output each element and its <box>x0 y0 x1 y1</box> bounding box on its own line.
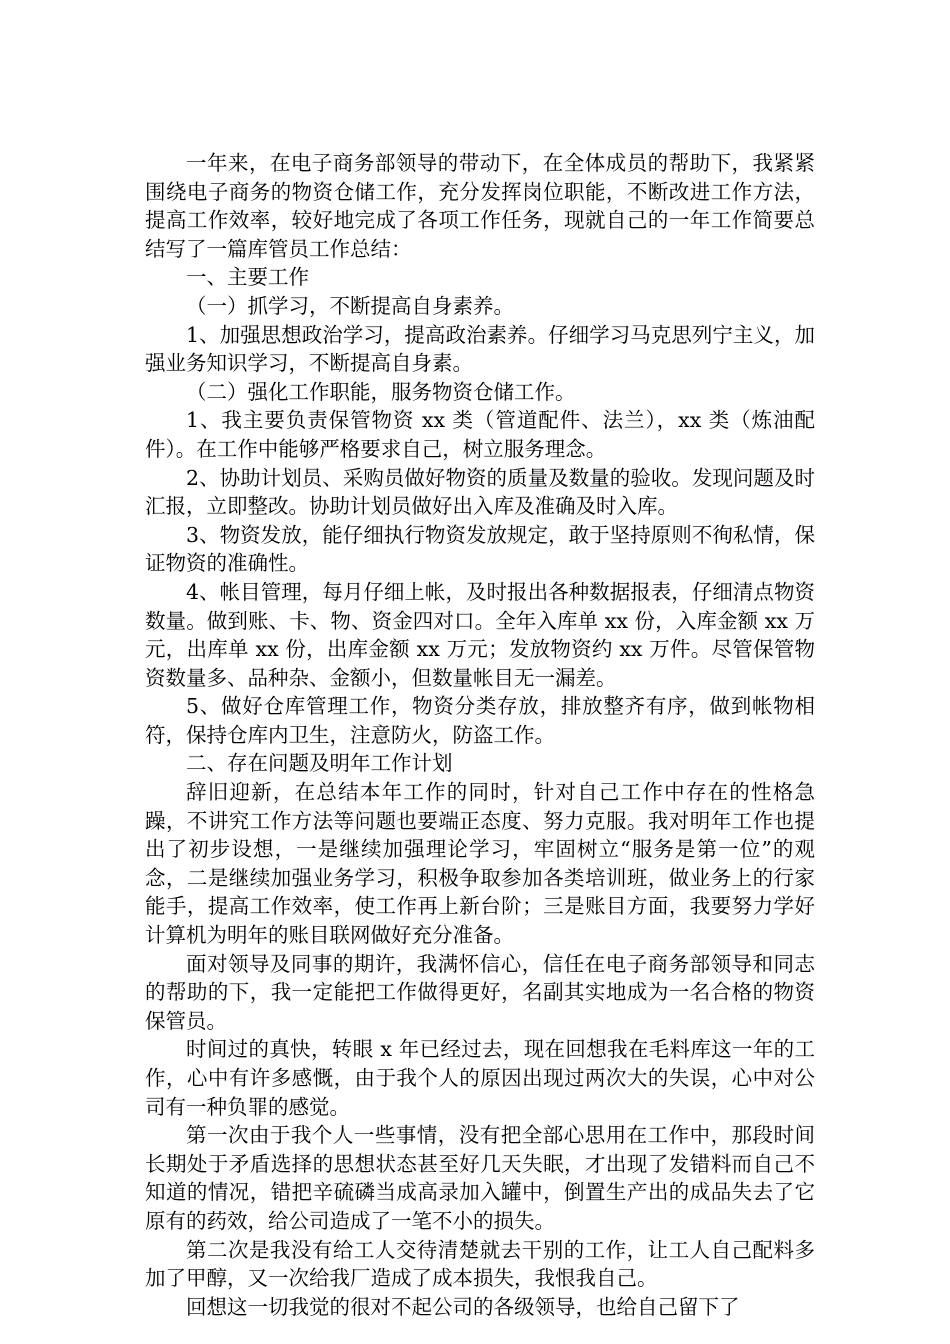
paragraph-second-mistake: 第二次是我没有给工人交待清楚就去干别的工作，让工人自己配料多加了甲醇，又一次给我厂造成了成本损失，我恨我自己。 <box>145 1237 815 1291</box>
paragraph-inspection: 2、协助计划员、采购员做好物资的质量及数量的验收。发现问题及时汇报，立即整改。协助计划员做好出入库及准确及时入库。 <box>145 465 815 519</box>
subheading-study: （一）抓学习，不断提高自身素养。 <box>186 293 514 318</box>
paragraph-closing: 回想这一切我觉的很对不起公司的各级领导，也给自己留下了 <box>186 1294 740 1319</box>
subheading-warehouse-duty: （二）强化工作职能，服务物资仓储工作。 <box>186 379 576 404</box>
paragraph-confidence: 面对领导及同事的期许，我满怀信心，信任在电子商务部领导和同志的帮助的下，我一定能把工作做得更好，名副其实地成为一名合格的物资保管员。 <box>145 951 815 1033</box>
paragraph-political-study: 1、加强思想政治学习，提高政治素养。仔细学习马克思列宁主义，加强业务知识学习，不断提高自身素。 <box>145 322 815 376</box>
heading-problems-plan: 二、存在问题及明年工作计划 <box>186 751 453 776</box>
paragraph-plan: 辞旧迎新，在总结本年工作的同时，针对自己工作中存在的性格急躁，不讲究工作方法等问题也要端正态度、努力克服。我对明年工作也提出了初步设想，一是继续加强理论学习，牢固树立“服务是第一位”的观念，二是继续加强业务学习，积极争取参加各类培训班，做业务上的行家能手，提高工作效率，使工作再上新台阶；三是账目方面，我要努力学好计算机为明年的账目联网做好充分准备。 <box>145 780 815 948</box>
paragraph-issuance: 3、物资发放，能仔细执行物资发放规定，敢于坚持原则不徇私情，保证物资的准确性。 <box>145 522 815 576</box>
document-body <box>145 149 815 1321</box>
paragraph-reflection: 时间过的真快，转眼 x 年已经过去，现在回想我在毛料库这一年的工作，心中有许多感慨，由于我个人的原因出现过两次大的失误，心中对公司有一种负罪的感觉。 <box>145 1037 815 1119</box>
paragraph-intro: 一年来，在电子商务部领导的带动下，在全体成员的帮助下，我紧紧围绕电子商务的物资仓储工作，充分发挥岗位职能，不断改进工作方法，提高工作效率，较好地完成了各项工作任务，现就自己的一年工作简要总结写了一篇库管员工作总结： <box>145 151 815 261</box>
paragraph-first-mistake: 第一次由于我个人一些事情，没有把全部心思用在工作中，那段时间长期处于矛盾选择的思想状态甚至好几天失眠，才出现了发错料而自己不知道的情况，错把辛硫磷当成高录加入罐中，倒置生产出的成品失去了它原有的药效，给公司造成了一笔不小的损失。 <box>145 1123 815 1233</box>
paragraph-warehouse-management: 5、做好仓库管理工作，物资分类存放，排放整齐有序，做到帐物相符，保持仓库内卫生，注意防火，防盗工作。 <box>145 694 815 747</box>
paragraph-accounts: 4、帐目管理，每月仔细上帐，及时报出各种数据报表，仔细清点物资数量。做到账、卡、物、资金四对口。全年入库单 xx 份，入库金额 xx 万元，出库单 xx 份，出库金额 xx 万元；发放物资约 xx 万件。尽管保管物资数量多、品种杂、金额小，但数量帐目无一漏差。 <box>145 579 815 690</box>
heading-main-work: 一、主要工作 <box>186 265 309 290</box>
paragraph-custody: 1、我主要负责保管物资 xx 类（管道配件、法兰），xx 类（炼油配件）。在工作中能够严格要求自己，树立服务理念。 <box>145 408 815 461</box>
